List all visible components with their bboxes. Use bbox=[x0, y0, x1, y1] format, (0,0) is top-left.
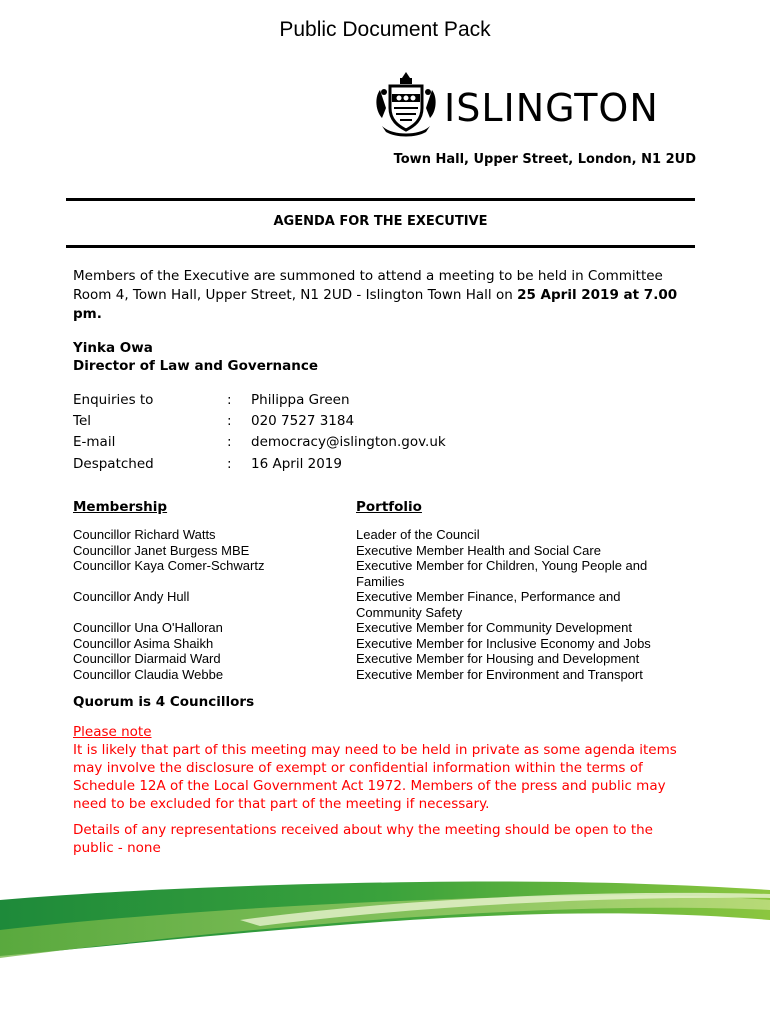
summons-text: Members of the Executive are summoned to attend a meeting to be held in Committee Room 4, Town Hall, Upper Street, N1 2UD - Islington Town Hall on bbox=[73, 268, 663, 303]
town-hall-address: Town Hall, Upper Street, London, N1 2UD bbox=[393, 152, 696, 167]
top-divider bbox=[66, 198, 695, 201]
brand-name: ISLINGTON bbox=[444, 86, 659, 130]
portfolio-item: Leader of the Council bbox=[356, 527, 480, 542]
member-item: Councillor Claudia Webbe bbox=[73, 666, 224, 682]
member-item: Councillor Una O'Halloran bbox=[73, 620, 223, 635]
membership-heading: Membership bbox=[73, 499, 168, 515]
contact-separator: : bbox=[227, 413, 232, 429]
summons-paragraph bbox=[73, 267, 693, 324]
portfolio-item: Executive Member for Housing and Development bbox=[356, 651, 640, 666]
member-item: Councillor Asima Shaikh bbox=[73, 635, 214, 651]
contact-separator: : bbox=[227, 434, 232, 450]
note-label: Please note bbox=[73, 724, 152, 740]
contact-value: 16 April 2019 bbox=[251, 456, 342, 472]
portfolio-item: Executive Member for Environment and Transport bbox=[356, 666, 643, 682]
contact-row-enquiries bbox=[73, 392, 693, 412]
signatory bbox=[73, 339, 318, 375]
portfolio-item: Executive Member Finance, Performance and Community Safety bbox=[356, 589, 621, 620]
member-item: Councillor Kaya Comer-Schwartz bbox=[73, 558, 265, 573]
portfolio-heading: Portfolio bbox=[356, 499, 422, 515]
contact-email-value: democracy@islington.gov.uk bbox=[251, 434, 446, 450]
contact-row-tel bbox=[73, 413, 693, 433]
portfolio-item: Executive Member Health and Social Care bbox=[356, 542, 601, 558]
signatory-role: Director of Law and Governance bbox=[73, 358, 319, 374]
portfolio-item: Executive Member for Children, Young People and Families bbox=[356, 558, 648, 589]
portfolio-list bbox=[356, 527, 686, 682]
contact-row-despatched bbox=[73, 456, 693, 476]
contact-separator: : bbox=[227, 456, 232, 472]
bottom-divider bbox=[66, 245, 695, 248]
portfolio-item: Executive Member for Inclusive Economy and Jobs bbox=[356, 635, 651, 651]
signatory-name: Yinka Owa bbox=[73, 340, 153, 356]
contact-row-email bbox=[73, 434, 693, 454]
contact-separator: : bbox=[227, 392, 232, 408]
representations-note: Details of any representations received about why the meeting should be open to the public - none bbox=[73, 822, 653, 856]
agenda-title: AGENDA FOR THE EXECUTIVE bbox=[273, 214, 488, 229]
member-item: Councillor Andy Hull bbox=[73, 589, 190, 604]
contact-label: Despatched bbox=[73, 456, 154, 472]
quorum-statement: Quorum is 4 Councillors bbox=[73, 694, 255, 710]
member-item: Councillor Diarmaid Ward bbox=[73, 651, 221, 666]
membership-list bbox=[73, 527, 264, 682]
portfolio-item: Executive Member for Community Development bbox=[356, 620, 632, 635]
meeting-date-time: 25 April 2019 at 7.00 pm. bbox=[73, 287, 678, 322]
member-item: Councillor Richard Watts bbox=[73, 527, 216, 542]
contact-label: Tel bbox=[73, 413, 92, 429]
contact-label: Enquiries to bbox=[73, 392, 154, 408]
private-meeting-note bbox=[73, 723, 693, 813]
contact-value: 020 7527 3184 bbox=[251, 413, 355, 429]
pack-title: Public Document Pack bbox=[279, 18, 491, 41]
contact-value: Philippa Green bbox=[251, 392, 350, 408]
note-text: It is likely that part of this meeting may need to be held in private as some agenda items may involve the disclosure of exempt or confidential information within the terms of Schedule 12A of the Local Government Act 1972. Members of the press and public may need to be excluded for that part of the meeting if necessary. bbox=[73, 742, 677, 812]
member-item: Councillor Janet Burgess MBE bbox=[73, 542, 250, 558]
contact-label: E-mail bbox=[73, 434, 116, 450]
green-swoosh-banner bbox=[0, 860, 770, 960]
islington-crest-icon bbox=[372, 68, 440, 140]
